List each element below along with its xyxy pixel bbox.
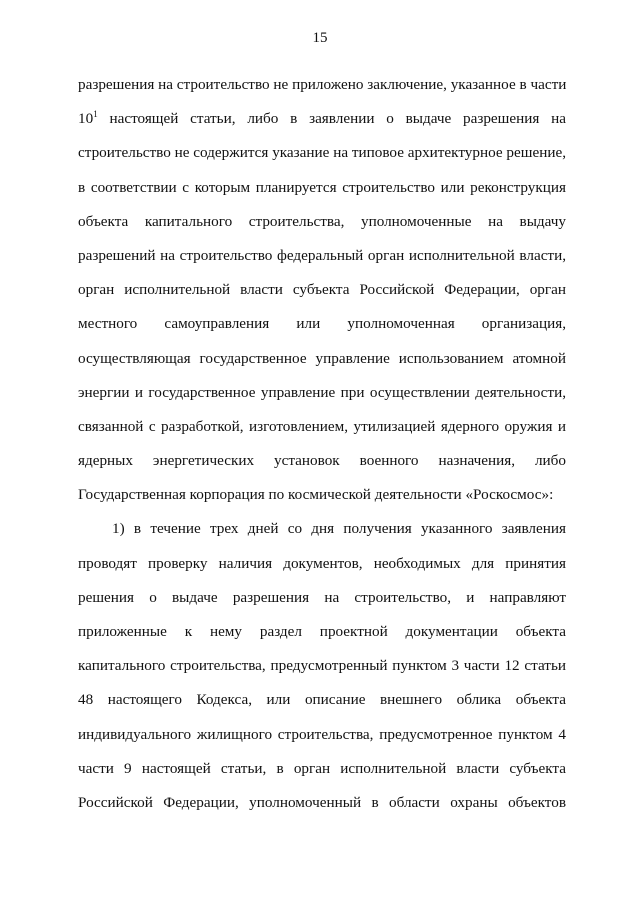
text-line: 1) в течение трех дней со дня получения указанного заявления xyxy=(112,520,566,538)
text-line: решения о выдаче разрешения на строительство, и направляют xyxy=(78,588,566,606)
text-line: строительство не содержится указание на типовое архитектурное решение, xyxy=(78,144,566,162)
text-fragment: 10 xyxy=(78,110,94,128)
document-body xyxy=(78,68,566,820)
text-line: Российской Федерации, уполномоченный в области охраны объектов xyxy=(78,793,566,811)
text-line: местного самоуправления или уполномоченная организация, xyxy=(78,315,566,333)
text-line: связанной с разработкой, изготовлением, утилизацией ядерного оружия и xyxy=(78,417,566,435)
text-line: проводят проверку наличия документов, необходимых для принятия xyxy=(78,554,566,572)
text-line: осуществляющая государственное управление использованием атомной xyxy=(78,349,566,367)
text-line: 48 настоящего Кодекса, или описание внешнего облика объекта xyxy=(78,691,566,709)
superscript: 1 xyxy=(93,109,98,120)
text-line: ядерных энергетических установок военного назначения, либо xyxy=(78,452,566,470)
text-fragment: настоящей статьи, либо в заявлении о выдаче разрешения на xyxy=(97,110,566,128)
text-line: части 9 настоящей статьи, в орган исполнительной власти субъекта xyxy=(78,759,566,777)
text-line: орган исполнительной власти субъекта Российской Федерации, орган xyxy=(78,281,566,299)
text-line: разрешений на строительство федеральный орган исполнительной власти, xyxy=(78,246,566,264)
text-line: приложенные к нему раздел проектной документации объекта xyxy=(78,623,566,640)
text-line: разрешения на строительство не приложено заключение, указанное в части xyxy=(78,76,567,93)
text-line-with-superscript xyxy=(78,102,566,136)
text-line: объекта капитального строительства, уполномоченные на выдачу xyxy=(78,212,566,230)
page-number: 15 xyxy=(312,30,328,46)
text-line: индивидуального жилищного строительства, предусмотренное пунктом 4 xyxy=(78,725,566,743)
text-line: Государственная корпорация по космической деятельности «Роскосмос»: xyxy=(78,486,554,504)
text-line: капитального строительства, предусмотренный пунктом 3 части 12 статьи xyxy=(78,657,566,675)
text-line: энергии и государственное управление при осуществлении деятельности, xyxy=(78,383,566,401)
text-line: в соответствии с которым планируется строительство или реконструкция xyxy=(78,178,566,196)
